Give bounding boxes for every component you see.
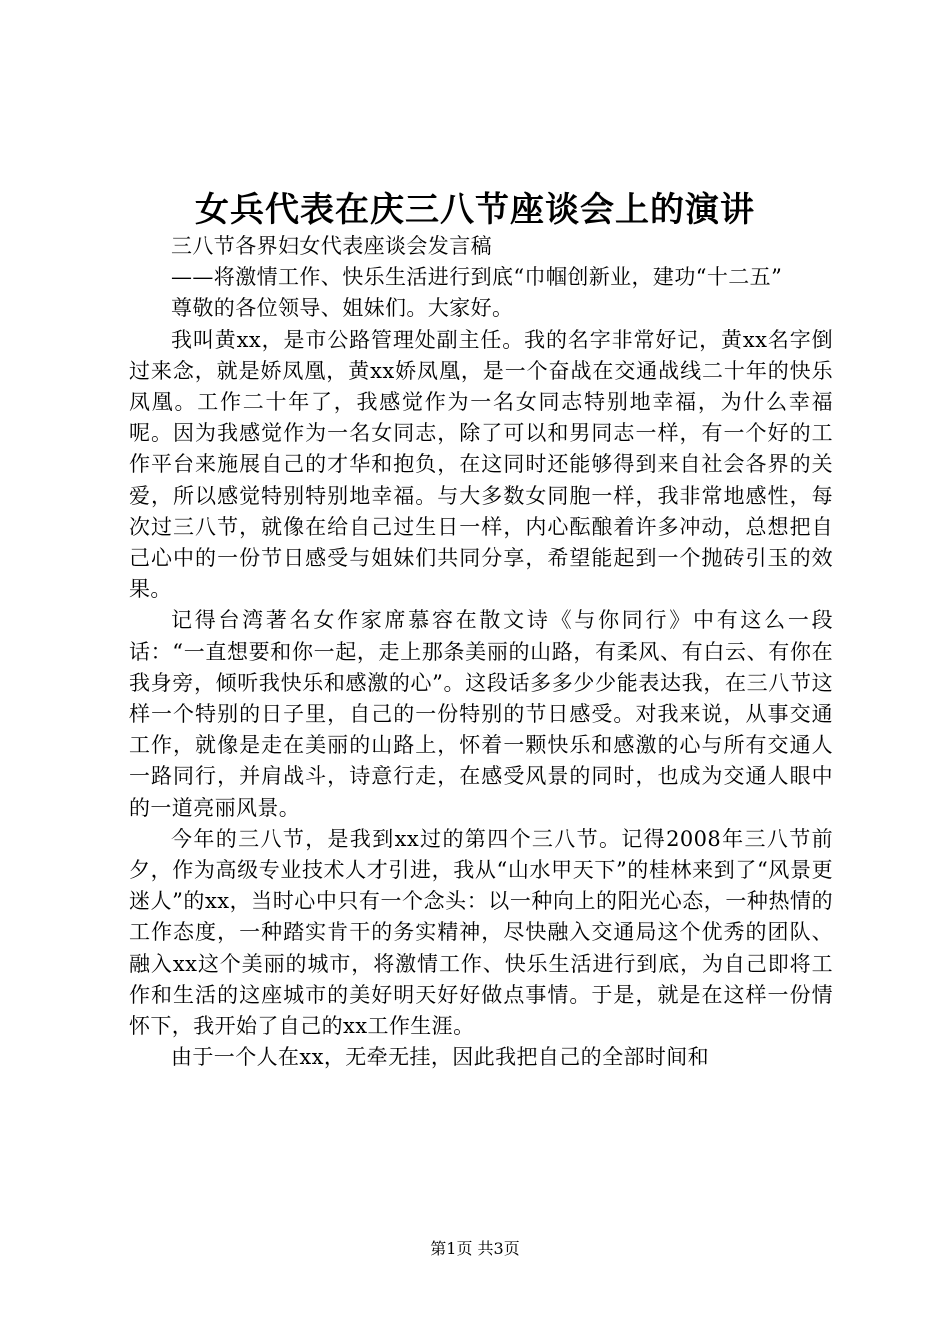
document-body [129, 231, 833, 1073]
paragraph-subtitle: 三八节各界妇女代表座谈会发言稿 [171, 234, 492, 258]
paragraph-greeting: 尊敬的各位领导、姐妹们。大家好。 [171, 296, 514, 321]
document-title: 女兵代表在庆三八节座谈会上的演讲 [195, 190, 755, 230]
paragraph-continued: 由于一个人在xx，无牵无挂，因此我把自己的全部时间和 [171, 1045, 710, 1070]
paragraph-theme: ——将激情工作、快乐生活进行到底“巾帼创新业，建功“十二五” [171, 265, 783, 290]
paragraph-introduction: 我叫黄xx，是市公路管理处副主任。我的名字非常好记，黄xx名字倒过来念，就是娇凤凰，黄xx娇凤凰，是一个奋战在交通战线二十年的快乐凤凰。工作二十年了，我感觉作为一名女同志特别地幸福，为什么幸福呢。因为我感觉作为一名女同志，除了可以和男同志一样，有一个好的工作平台来施展自己的才华和抱负，在这同时还能够得到来自社会各界的关爱，所以感觉特别特别地幸福。与大多数女同胞一样，我非常地感性，每次过三八节，就像在给自己过生日一样，内心酝酿着许多冲动，总想把自己心中的一份节日感受与姐妹们共同分享，希望能起到一个抛砖引玉的效果。 [129, 327, 833, 602]
paragraph-third-womens-day: 今年的三八节，是我到xx过的第四个三八节。记得2008年三八节前夕，作为高级专业技术人才引进，我从“山水甲天下”的桂林来到了“风景更迷人”的xx，当时心中只有一个念头：以一种向上的阳光心态，一种热情的工作态度，一种踏实肯干的务实精神，尽快融入交通局这个优秀的团队、融入xx这个美丽的城市，将激情工作、快乐生活进行到底，为自己即将工作和生活的这座城市的美好明天好好做点事情。于是，就是在这样一份情怀下，我开始了自己的xx工作生涯。 [129, 826, 833, 1039]
paragraph-quote: 记得台湾著名女作家席慕容在散文诗《与你同行》中有这么一段话：“一直想要和你一起，走上那条美丽的山路，有柔风、有白云、有你在我身旁，倾听我快乐和感激的心”。这段话多多少少能表达我，在三八节这样一个特别的日子里，自己的一份特别的节日感受。对我来说，从事交通工作，就像是走在美丽的山路上，怀着一颗快乐和感激的心与所有交通人一路同行，并肩战斗，诗意行走，在感受风景的同时，也成为交通人眼中的一道亮丽风景。 [129, 608, 833, 820]
page-number-footer: 第1页 共3页 [430, 1239, 520, 1258]
